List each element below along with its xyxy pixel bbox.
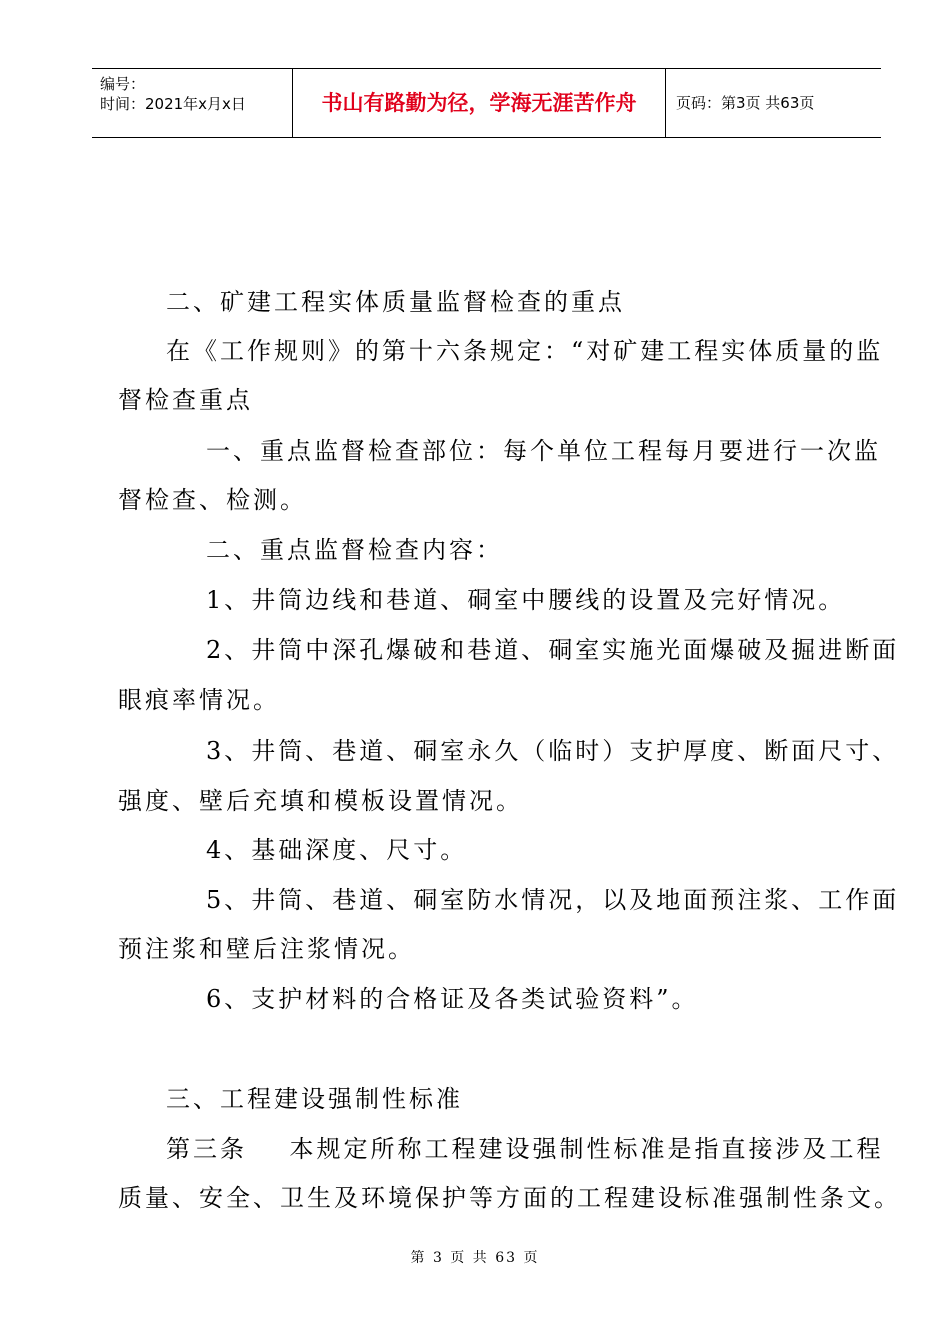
list-item: 2、井筒中深孔爆破和巷道、硐室实施光面爆破及掘进断面 bbox=[206, 636, 900, 664]
list-item-continuation: 预注浆和壁后注浆情况。 bbox=[118, 935, 415, 963]
list-item-continuation: 强度、壁后充填和模板设置情况。 bbox=[118, 787, 523, 815]
page-footer: 第 3 页 共 63 页 bbox=[410, 1250, 540, 1266]
paragraph-line: 一、重点监督检查部位：每个单位工程每月要进行一次监 bbox=[206, 437, 881, 465]
paragraph-line: 督检查重点 bbox=[118, 386, 253, 414]
paragraph-line: 二、重点监督检查内容： bbox=[206, 536, 503, 564]
paragraph-line: 督检查、检测。 bbox=[118, 486, 307, 514]
header-meta-cell bbox=[92, 69, 293, 137]
list-item: 4、基础深度、尺寸。 bbox=[206, 836, 468, 864]
list-item: 1、井筒边线和巷道、硐室中腰线的设置及完好情况。 bbox=[206, 586, 846, 614]
time-label: 时间：2021年x月x日 bbox=[100, 95, 246, 113]
paragraph-line: 在《工作规则》的第十六条规定：“对矿建工程实体质量的监 bbox=[166, 337, 884, 365]
list-item: 6、支护材料的合格证及各类试验资料”。 bbox=[206, 985, 699, 1013]
section-heading-2: 二、矿建工程实体质量监督检查的重点 bbox=[166, 288, 625, 316]
paragraph-line: 质量、安全、卫生及环境保护等方面的工程建设标准强制性条文。 bbox=[118, 1184, 901, 1212]
list-item: 3、井筒、巷道、硐室永久（临时）支护厚度、断面尺寸、 bbox=[206, 737, 900, 765]
section-heading-3: 三、工程建设强制性标准 bbox=[166, 1085, 463, 1113]
list-item-continuation: 眼痕率情况。 bbox=[118, 686, 280, 714]
page-header bbox=[92, 68, 881, 138]
code-label: 编号： bbox=[100, 75, 146, 93]
paragraph-line: 第三条 本规定所称工程建设强制性标准是指直接涉及工程 bbox=[166, 1135, 884, 1163]
header-motto: 书山有路勤为径，学海无涯苦作舟 bbox=[293, 69, 666, 137]
list-item: 5、井筒、巷道、硐室防水情况，以及地面预注浆、工作面 bbox=[206, 886, 900, 914]
header-page-info: 页码：第3页 共63页 bbox=[676, 94, 815, 112]
